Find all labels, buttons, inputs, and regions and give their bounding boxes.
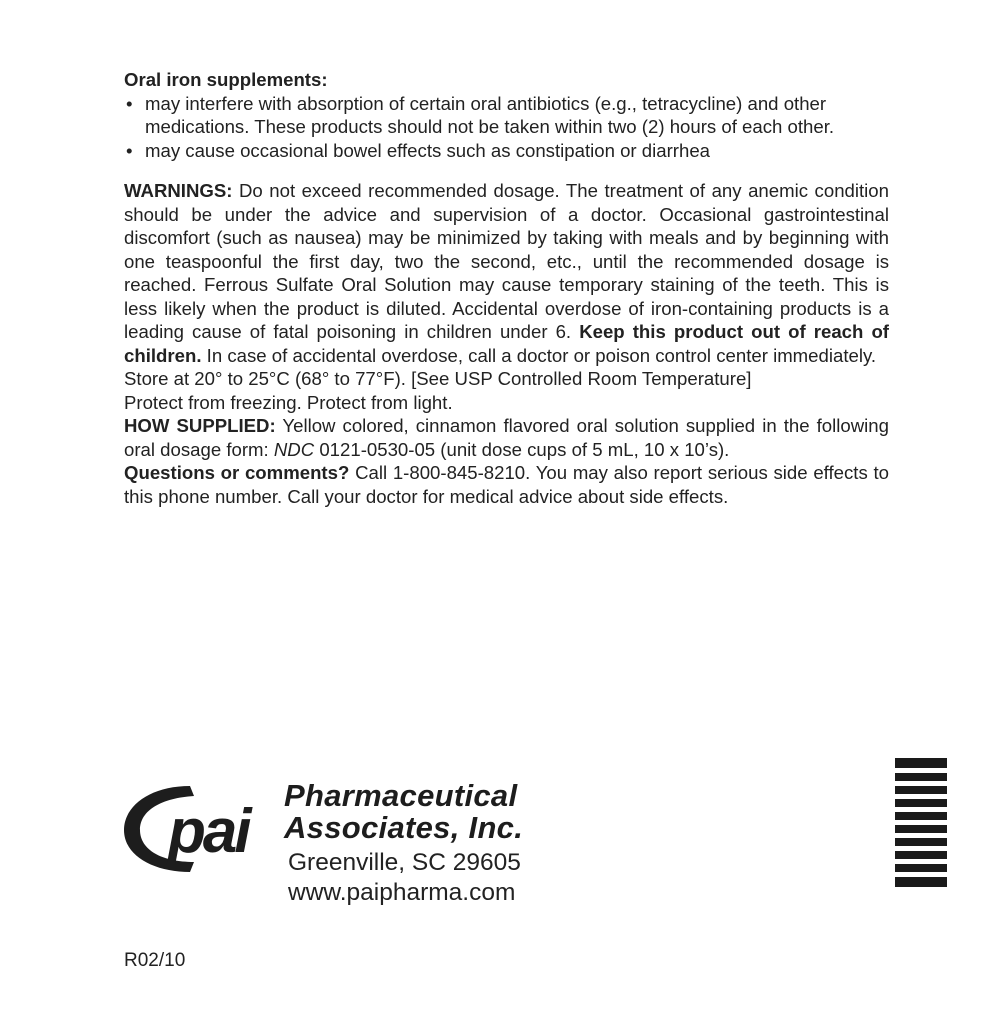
- ndc-text: 0121-0530-05 (unit dose cups of 5 mL, 10 x 10’s).: [319, 438, 730, 460]
- company-name-line1: Pharmaceutical: [284, 778, 518, 813]
- company-logo-block: [120, 780, 600, 910]
- company-name: [284, 780, 523, 844]
- warnings-text: Do not exceed recommended dosage. The treatment of any anemic condition should be under the advice and supervision of a doctor. Occasional gastrointestinal discomfort (such as nausea) may be minimized by taking with meals and by beginning with one teaspoonful the first day, two the second, etc., until the recommended dosage is reached. Ferrous Sulfate Oral Solution may cause temporary staining of the teeth. This is less likely when the product is diluted. Accidental overdose of iron-containing products is a leading cause of fatal poisoning in children under 6.: [124, 180, 889, 342]
- bullet-item: • may cause occasional bowel effects such as constipation or diarrhea: [124, 139, 889, 163]
- pai-logo-mark: [120, 780, 288, 880]
- how-supplied-text: Yellow colored, cinnamon flavored oral solution supplied in the following oral dosage form:: [124, 415, 889, 460]
- questions-heading: Questions or comments?: [124, 462, 350, 483]
- questions-text: Call 1-800-845-8210. You may also report serious side effects to this phone number. Call your doctor for medical advice about side effects.: [124, 462, 889, 507]
- warnings-paragraph: [124, 179, 889, 367]
- oral-iron-heading: Oral iron supplements:: [124, 69, 328, 90]
- how-supplied-heading: HOW SUPPLIED:: [124, 415, 276, 436]
- company-name-line2: Associates, Inc.: [284, 810, 524, 845]
- revision-code: R02/10: [124, 950, 186, 971]
- label-text-block: [124, 68, 889, 508]
- how-supplied-paragraph: [124, 414, 889, 461]
- ndc-label: NDC: [273, 438, 315, 460]
- warnings-overdose-text: In case of accidental overdose, call a doctor or poison control center immediately.: [206, 344, 877, 366]
- barcode-icon: [895, 758, 947, 892]
- questions-paragraph: [124, 461, 889, 508]
- company-address: [288, 848, 521, 908]
- logo-mark-text: pai: [168, 797, 249, 866]
- keep-out-of-reach-warning: Keep this product out of reach of children.: [124, 321, 889, 366]
- warnings-heading: WARNINGS:: [124, 180, 233, 201]
- company-city: Greenville, SC 29605: [288, 849, 521, 876]
- storage-instructions: Store at 20° to 25°C (68° to 77°F). [See USP Controlled Room Temperature]: [124, 368, 752, 389]
- oral-iron-section: [124, 68, 889, 162]
- oral-iron-bullets: [124, 92, 889, 163]
- company-website: www.paipharma.com: [288, 879, 516, 906]
- bullet-item: • may interfere with absorption of certain oral antibiotics (e.g., tetracycline) and other medications. These products should not be taken within two (2) hours of each other.: [124, 92, 889, 139]
- protect-instructions: Protect from freezing. Protect from light.: [124, 391, 453, 413]
